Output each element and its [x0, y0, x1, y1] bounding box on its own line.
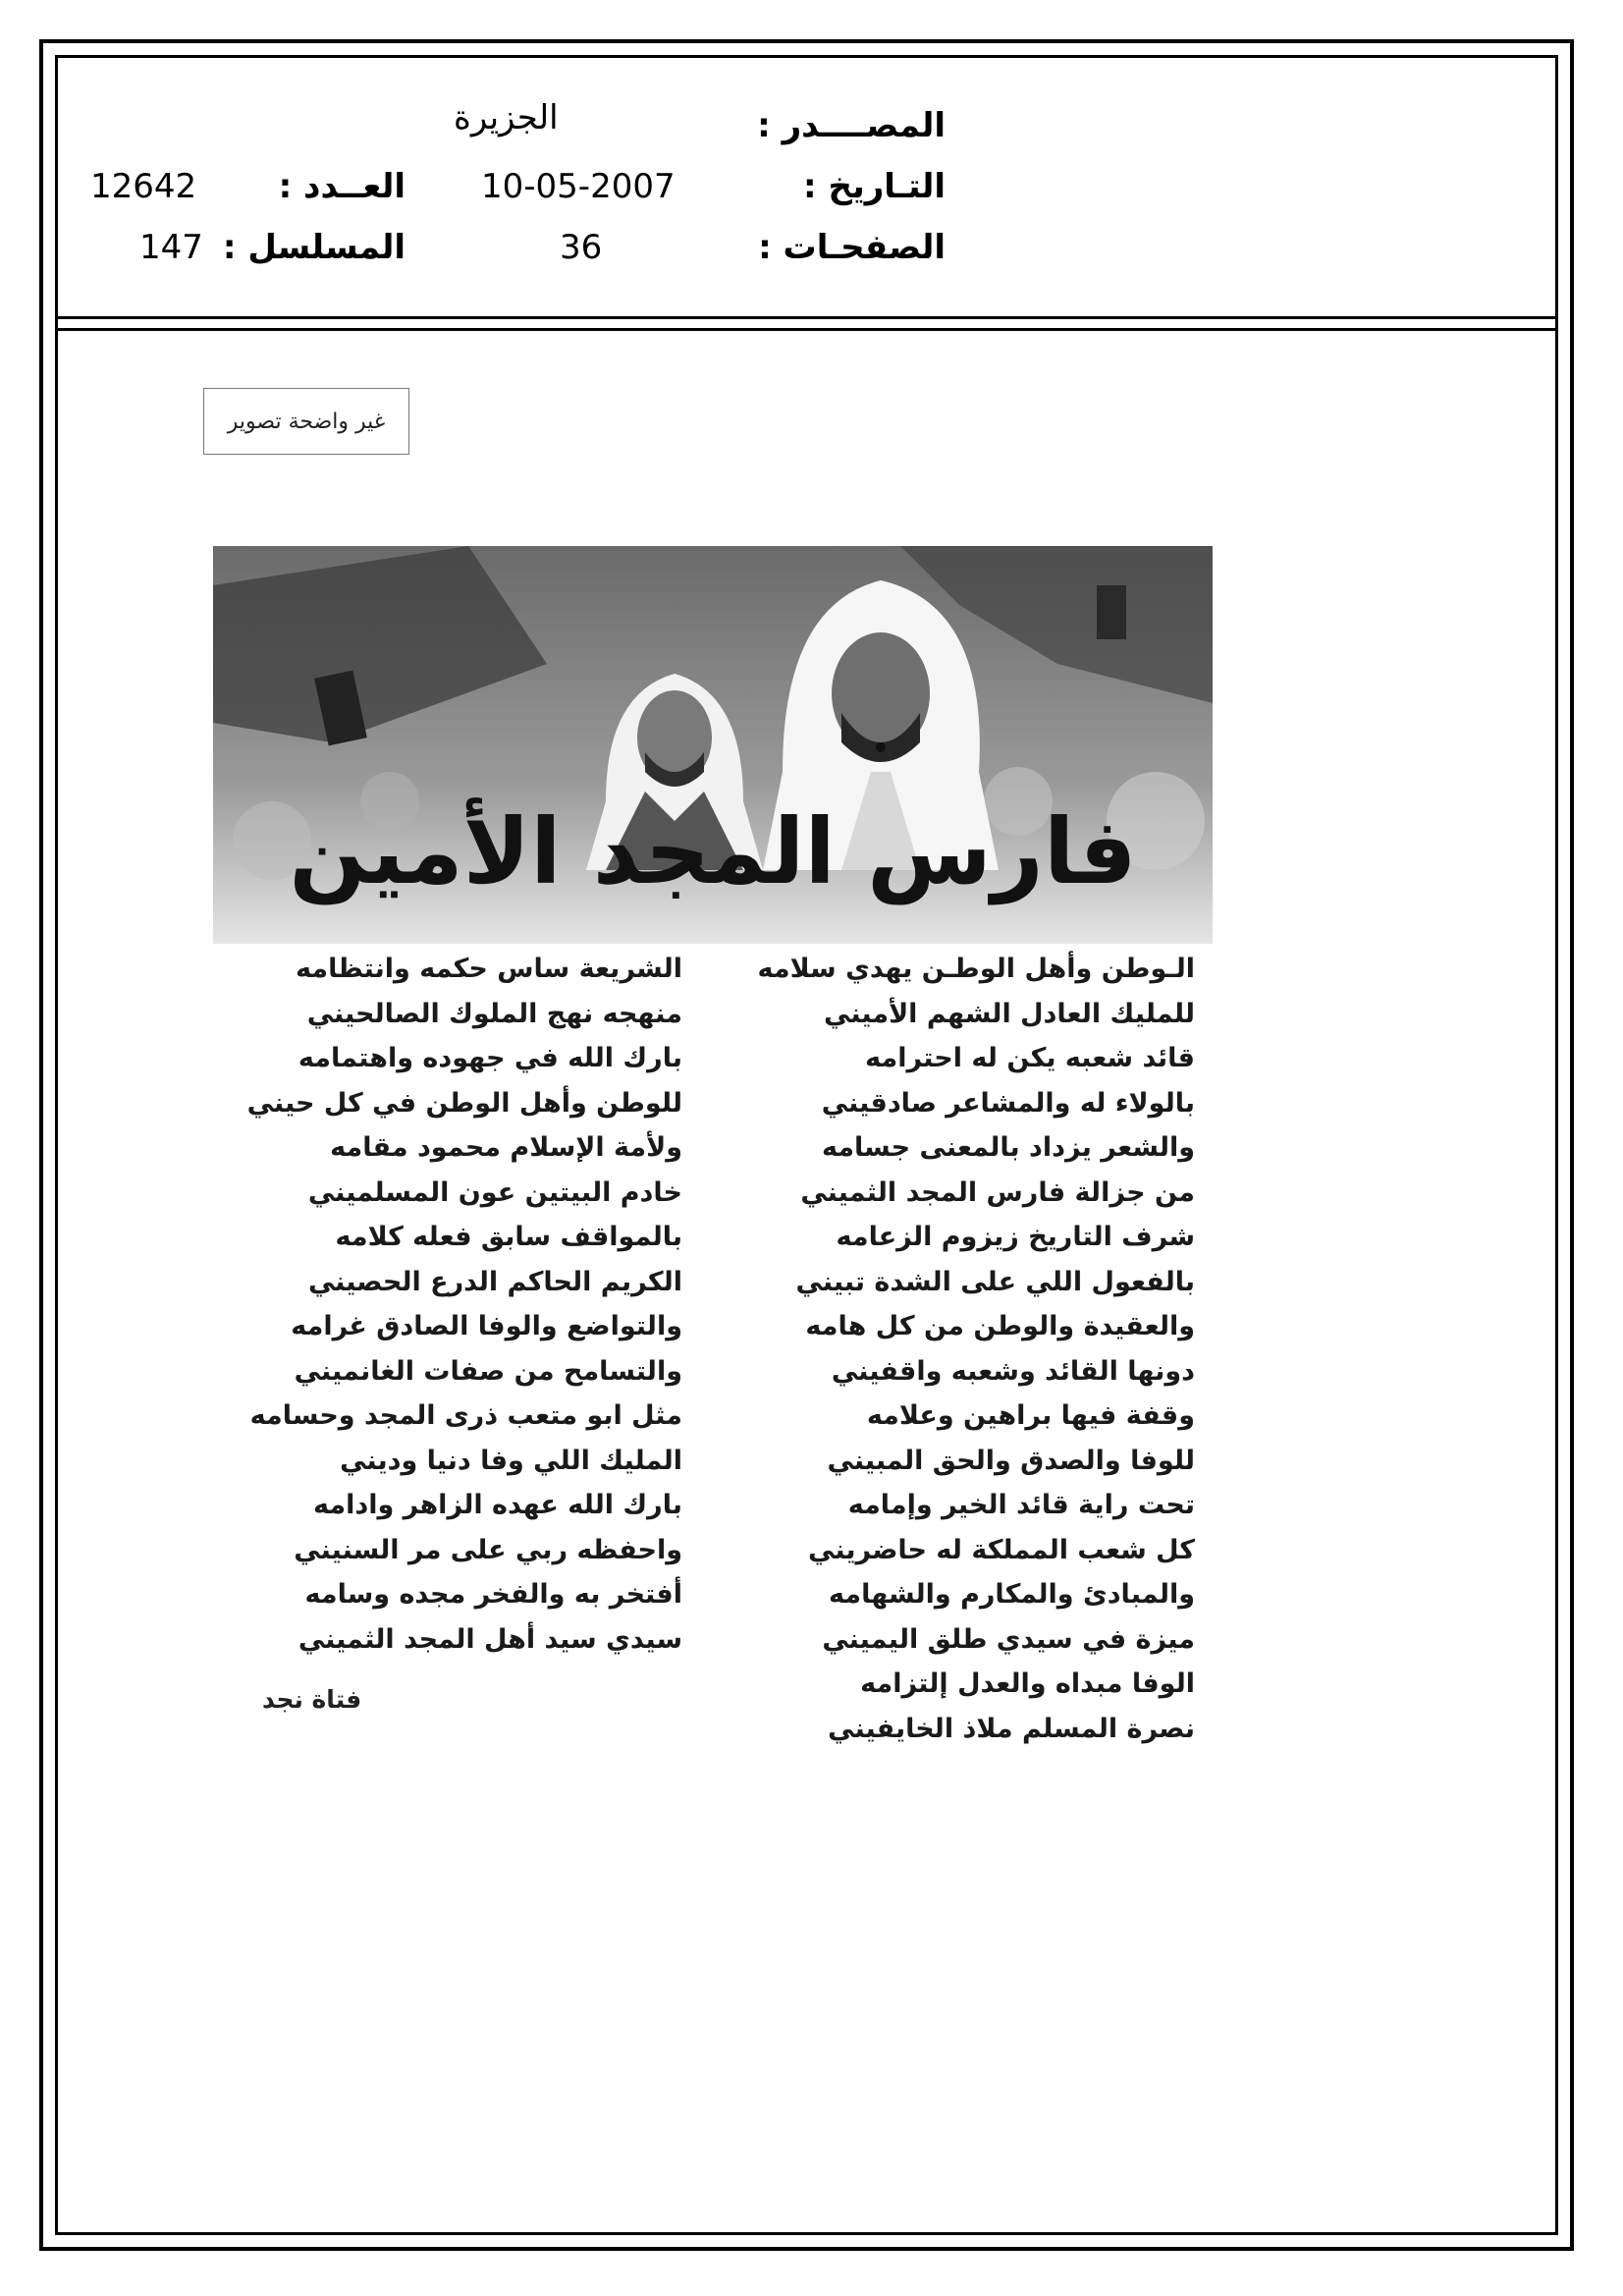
header-divider-double — [55, 328, 1558, 331]
poem-verse: واحفظه ربي على مر السنيني — [294, 1534, 682, 1565]
poem-verse: والعقيدة والوطن من كل هامه — [805, 1311, 1195, 1341]
poem-verse: أفتخر به والفخر مجده وسامه — [304, 1579, 682, 1610]
poem-verse: المليك اللي وفا دنيا وديني — [340, 1445, 682, 1476]
poem-verse: للمليك العادل الشهم الأميني — [824, 998, 1195, 1029]
poem-verse: منهجه نهج الملوك الصالحيني — [306, 998, 682, 1029]
poem-verse: مثل ابو متعب ذرى المجد وحسامه — [249, 1400, 682, 1431]
poem-verse: والمبادئ والمكارم والشهامه — [829, 1579, 1195, 1610]
poem-verse: والتسامح من صفات الغانميني — [294, 1355, 682, 1387]
poem-verse: شرف التاريخ زيزوم الزعامه — [836, 1222, 1195, 1252]
poem-verse: كل شعب المملكة له حاضريني — [808, 1534, 1195, 1565]
poem-verse: خادم البيتين عون المسلميني — [307, 1176, 682, 1208]
poem-verse: للوفا والصدق والحق المبيني — [827, 1445, 1195, 1476]
poem-column-left — [221, 947, 682, 1662]
serial-value: 147 — [139, 228, 203, 267]
poem-verse: سيدي سيد أهل المجد الثميني — [298, 1623, 682, 1655]
newspaper-clipping — [213, 546, 1213, 1746]
poem-verse: نصرة المسلم ملاذ الخايفيني — [828, 1713, 1195, 1744]
poem-verse: بارك الله عهده الزاهر وادامه — [313, 1490, 682, 1520]
article-author: فتاة نجد — [262, 1685, 362, 1714]
poem-verse: بالفعول اللي على الشدة تبيني — [795, 1266, 1195, 1297]
poem-verse: الشريعة ساس حكمه وانتظامه — [296, 954, 682, 984]
poem-verse: دونها القائد وشعبه واقفيني — [831, 1355, 1195, 1387]
poem-verse: للوطن وأهل الوطن في كل حيني — [246, 1087, 682, 1119]
poem-verse: من جزالة فارس المجد الثميني — [800, 1176, 1195, 1208]
poem-verse: وقفة فيها براهين وعلامه — [866, 1400, 1195, 1431]
header-divider — [55, 316, 1558, 319]
date-label: التـاريخ : — [803, 167, 946, 206]
poem-verse: والتواضع والوفا الصادق غرامه — [291, 1311, 682, 1341]
poem-verse: قائد شعبه يكن له احترامه — [865, 1043, 1195, 1073]
poem-verse: بالولاء له والمشاعر صادقيني — [821, 1087, 1195, 1119]
poem-verse: والشعر يزداد بالمعنى جسامه — [821, 1132, 1195, 1163]
poem-verse: الكريم الحاكم الدرع الحصيني — [307, 1266, 682, 1297]
source-value: الجزيرة — [454, 98, 559, 137]
serial-label: المسلسل : — [222, 228, 406, 267]
pages-label: الصفحـات : — [758, 228, 946, 267]
poem-verse: بالمواقف سابق فعله كلامه — [335, 1222, 682, 1252]
source-label: المصــــدر : — [757, 106, 946, 145]
issue-label: العــدد : — [278, 167, 406, 206]
poem-verse: ميزة في سيدي طلق اليميني — [822, 1623, 1195, 1655]
poem-verse: ولأمة الإسلام محمود مقامه — [330, 1132, 682, 1163]
poem-verse: بارك الله في جهوده واهتمامه — [298, 1043, 682, 1073]
date-value: 10-05-2007 — [481, 167, 676, 206]
unclear-copy-stamp: غير واضحة تصوير — [203, 388, 409, 455]
poem-verse: تحت راية قائد الخير وإمامه — [847, 1490, 1195, 1520]
article-title: فارس المجد الأمين — [289, 799, 1137, 904]
pages-value: 36 — [560, 228, 603, 267]
poem-column-right — [733, 947, 1195, 1746]
poem-verse: الوفا مبداه والعدل إلتزامه — [860, 1668, 1195, 1699]
issue-value: 12642 — [90, 167, 197, 206]
poem-verse: الـوطن وأهل الوطـن يهدي سلامه — [757, 954, 1195, 984]
